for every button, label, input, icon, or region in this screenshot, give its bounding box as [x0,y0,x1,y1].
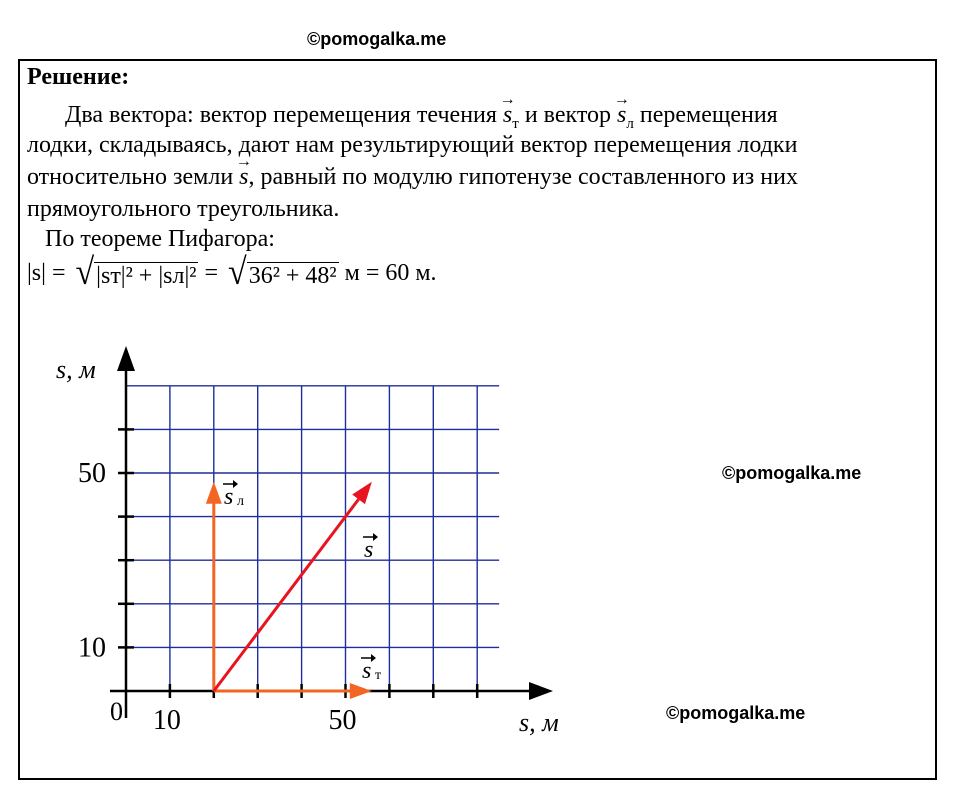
vector-s-line [214,499,359,691]
chart-vectors [206,482,372,699]
y-tick-label: 50 [78,458,106,489]
vector-s-label: s [364,537,374,563]
vector-s_l-overarrow-head [233,480,238,488]
paragraph-line-2: лодки, складываясь, дают нам результирующий вектор перемещения лодки [27,132,798,158]
x-tick-label: 10 [152,705,181,736]
y-axis-arrow [117,346,135,371]
vector-s_l-label: s [224,484,234,510]
vector-letter: s [617,102,627,128]
formula-lhs: |s| [27,259,46,286]
y-axis-label: s, м [56,355,96,384]
text-fragment: перемещения [633,102,778,128]
y-tick-label: 10 [78,632,106,664]
formula-eq: = [45,259,72,286]
formula-eq: = [198,259,225,286]
chart-grid [126,386,499,691]
vector-s_l-arrowhead [206,482,222,504]
watermark-middle: ©pomogalka.me [722,463,862,483]
watermark-top: ©pomogalka.me [307,29,447,49]
radicand-vectors: |sт|² + |sл|² [96,263,197,289]
vector-letter: s [502,102,513,128]
vector-s_l-subscript: л [237,494,244,509]
vector-s_t-subscript: т [375,668,382,683]
paragraph-line-4: прямоугольного треугольника. [27,196,340,222]
x-tick-label: 50 [328,705,357,736]
x-axis-arrow [529,682,553,700]
radicand-numbers: 36² + 48² [248,263,337,289]
chart-ticks [118,429,477,698]
vector-s_t-arrowhead [350,683,372,699]
pythagoras-intro: По теореме Пифагора: [45,226,275,252]
vector-s_t-overarrow-head [371,654,376,662]
sqrt-sign: √ [228,251,247,293]
sqrt-sign: √ [75,251,95,293]
subscript-l: л [626,115,634,132]
subscript-t: т [512,115,519,132]
text-fragment: Два вектора: вектор перемещения течения [65,102,503,128]
vector-s-arrowhead [352,482,372,504]
x-axis-label: s, м [519,708,559,737]
formula-result: м = 60 м. [338,259,437,286]
vector-s_t-label: s [362,658,372,684]
text-fragment: и вектор [518,102,618,128]
vector-letter: s [239,164,249,190]
vector-s-overarrow-head [373,533,378,541]
chart-axes [110,346,553,718]
text-fragment: относительно земли [27,164,240,190]
watermark-bottom: ©pomogalka.me [666,703,806,723]
solution-heading: Решение: [27,64,130,90]
origin-label: 0 [110,697,123,726]
chart-labels [56,355,559,737]
text-fragment: , равный по модулю гипотенузе составленного из них [248,164,798,190]
